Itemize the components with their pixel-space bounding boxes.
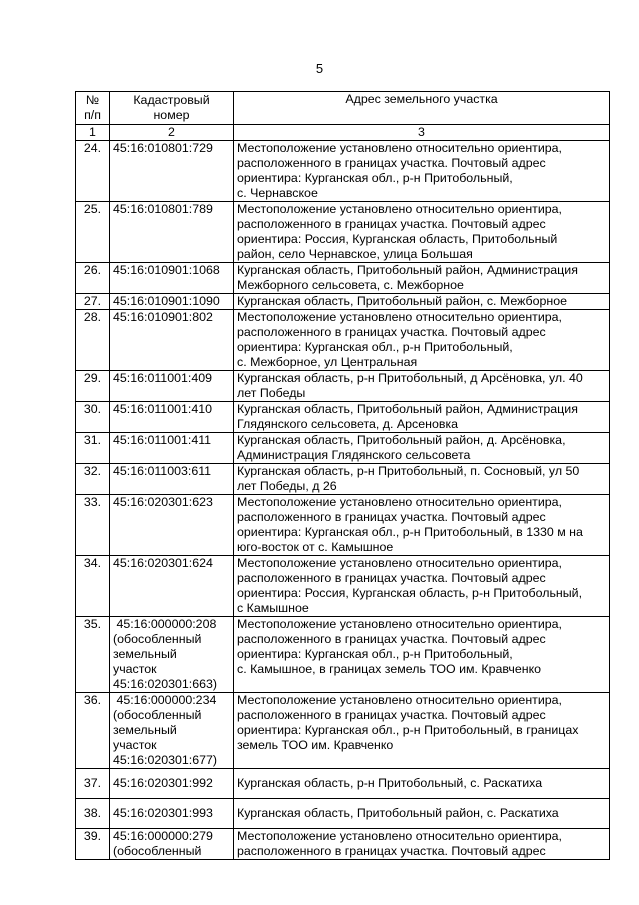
cadastral-number-line: участок <box>113 738 157 752</box>
cadastral-number <box>110 310 234 371</box>
plot-address <box>234 402 610 433</box>
cadastral-number-line: земельный <box>113 723 177 737</box>
plot-address-line: Курганская область, р-н Притобольный, д Арсёновка, ул. 40 <box>237 371 583 385</box>
cadastral-number-line: (обособленный <box>113 844 202 858</box>
plot-address <box>234 263 610 294</box>
page-number: 5 <box>315 61 324 76</box>
plot-address-line: ориентира: Россия, Курганская область, Притобольный <box>237 232 558 246</box>
column-index-row <box>76 125 610 141</box>
cadastral-number-line: (обособленный <box>113 708 202 722</box>
plot-address-line: с. Межборное, ул Центральная <box>237 355 418 369</box>
plot-address <box>234 371 610 402</box>
cadastral-number-line: 45:16:000000:234 <box>113 693 217 707</box>
cadastral-number <box>110 141 234 202</box>
plot-address-line: Местоположение установлено относительно ориентира, <box>237 495 562 509</box>
table-row <box>76 464 610 495</box>
table-row <box>76 617 610 693</box>
row-number: 39. <box>76 829 110 860</box>
cadastral-number <box>110 769 234 799</box>
plot-address <box>234 556 610 617</box>
land-plots-table <box>75 91 610 860</box>
plot-address-line: с. Чернавское <box>237 186 318 200</box>
plot-address-line: ориентира: Курганская обл., р-н Притобольный, <box>237 171 513 185</box>
plot-address-line: с Камышное <box>237 601 309 615</box>
plot-address-line: юго-восток от с. Камышное <box>237 540 394 554</box>
cadastral-number-line: 45:16:020301:992 <box>113 776 213 790</box>
cadastral-number <box>110 829 234 860</box>
plot-address <box>234 310 610 371</box>
table-row <box>76 799 610 829</box>
row-number: 35. <box>76 617 110 693</box>
plot-address <box>234 433 610 464</box>
cadastral-number-line: 45:16:000000:279 <box>113 829 213 843</box>
row-number: 38. <box>76 799 110 829</box>
plot-address-line: Курганская область, Притобольный район, с. Раскатиха <box>237 806 559 820</box>
cadastral-number-line: 45:16:010801:729 <box>113 141 213 155</box>
plot-address-line: земель ТОО им. Кравченко <box>237 738 394 752</box>
cadastral-number-line: 45:16:020301:623 <box>113 495 213 509</box>
row-number: 29. <box>76 371 110 402</box>
plot-address-line: расположенного в границах участка. Почтовый адрес <box>237 708 546 722</box>
row-number: 28. <box>76 310 110 371</box>
plot-address-line: расположенного в границах участка. Почтовый адрес <box>237 844 546 858</box>
column-index-2: 2 <box>110 125 234 141</box>
plot-address-line: Курганская область, Притобольный район, д. Арсёновка, <box>237 433 566 447</box>
table-row <box>76 294 610 310</box>
table-row <box>76 556 610 617</box>
cadastral-number <box>110 402 234 433</box>
header-address <box>234 92 610 125</box>
plot-address-line: Администрация Глядянского сельсовета <box>237 448 471 462</box>
cadastral-number-line: 45:16:000000:208 <box>113 617 217 631</box>
header-cadastral-line1: Кадастровый <box>133 93 210 107</box>
table-row <box>76 433 610 464</box>
cadastral-number <box>110 495 234 556</box>
cadastral-number-line: участок <box>113 662 157 676</box>
plot-address <box>234 617 610 693</box>
plot-address-line: расположенного в границах участка. Почтовый адрес <box>237 632 546 646</box>
table-row <box>76 402 610 433</box>
header-cadastral-number <box>110 92 234 125</box>
cadastral-number-line: 45:16:020301:677) <box>113 753 218 767</box>
cadastral-number-line: 45:16:011001:411 <box>113 433 212 447</box>
header-cadastral-line2: номер <box>153 108 190 122</box>
cadastral-number-line: 45:16:010901:1090 <box>113 294 220 308</box>
cadastral-number-line: 45:16:011003:611 <box>113 464 212 478</box>
cadastral-number <box>110 693 234 769</box>
row-number: 32. <box>76 464 110 495</box>
plot-address <box>234 202 610 263</box>
plot-address-line: лет Победы <box>237 386 306 400</box>
cadastral-number-line: 45:16:020301:663) <box>113 677 218 691</box>
header-number <box>76 92 110 125</box>
cadastral-number-line: (обособленный <box>113 632 202 646</box>
plot-address-line: Местоположение установлено относительно ориентира, <box>237 829 562 843</box>
cadastral-number <box>110 464 234 495</box>
table-body <box>76 141 610 860</box>
plot-address-line: Курганская область, р-н Притобольный, п. Сосновый, ул 50 <box>237 464 580 478</box>
plot-address-line: лет Победы, д 26 <box>237 479 337 493</box>
cadastral-number-line: 45:16:011001:410 <box>113 402 212 416</box>
plot-address-line: ориентира: Курганская обл., р-н Притобольный, в 1330 м на <box>237 525 583 539</box>
plot-address-line: ориентира: Курганская обл., р-н Притобольный, <box>237 647 513 661</box>
row-number: 25. <box>76 202 110 263</box>
plot-address-line: расположенного в границах участка. Почтовый адрес <box>237 325 546 339</box>
column-index-3: 3 <box>234 125 610 141</box>
cadastral-number-line: 45:16:010901:802 <box>113 310 213 324</box>
plot-address-line: ориентира: Курганская обл., р-н Притобольный, <box>237 340 513 354</box>
plot-address-line: Местоположение установлено относительно ориентира, <box>237 141 562 155</box>
cadastral-number <box>110 371 234 402</box>
row-number: 37. <box>76 769 110 799</box>
cadastral-number <box>110 202 234 263</box>
row-number: 24. <box>76 141 110 202</box>
row-number: 30. <box>76 402 110 433</box>
plot-address-line: Местоположение установлено относительно ориентира, <box>237 617 562 631</box>
row-number: 31. <box>76 433 110 464</box>
table-row <box>76 263 610 294</box>
table-row <box>76 371 610 402</box>
plot-address-line: Глядянского сельсовета, д. Арсеновка <box>237 417 459 431</box>
plot-address-line: с. Камышное, в границах земель ТОО им. Кравченко <box>237 662 542 676</box>
cadastral-number-line: 45:16:010901:1068 <box>113 263 220 277</box>
table-row <box>76 141 610 202</box>
plot-address <box>234 141 610 202</box>
plot-address <box>234 495 610 556</box>
table-row <box>76 693 610 769</box>
cadastral-number-line: 45:16:020301:624 <box>113 556 213 570</box>
plot-address <box>234 693 610 769</box>
plot-address <box>234 294 610 310</box>
cadastral-number <box>110 294 234 310</box>
plot-address-line: Местоположение установлено относительно ориентира, <box>237 310 562 324</box>
plot-address-line: Курганская область, Притобольный район, Администрация <box>237 263 578 277</box>
cadastral-number-line: 45:16:011001:409 <box>113 371 212 385</box>
cadastral-number <box>110 433 234 464</box>
cadastral-number <box>110 263 234 294</box>
header-number-line1: № <box>85 93 100 107</box>
row-number: 27. <box>76 294 110 310</box>
table-row <box>76 202 610 263</box>
plot-address-line: расположенного в границах участка. Почтовый адрес <box>237 217 546 231</box>
plot-address <box>234 799 610 829</box>
table-row <box>76 310 610 371</box>
row-number: 34. <box>76 556 110 617</box>
table-row <box>76 829 610 860</box>
cadastral-number-line: 45:16:010801:789 <box>113 202 213 216</box>
plot-address-line: Курганская область, Притобольный район, Администрация <box>237 402 578 416</box>
plot-address-line: ориентира: Курганская обл., р-н Притобольный, в границах <box>237 723 579 737</box>
table-row <box>76 769 610 799</box>
row-number: 33. <box>76 495 110 556</box>
plot-address-line: Местоположение установлено относительно ориентира, <box>237 693 562 707</box>
plot-address-line: расположенного в границах участка. Почтовый адрес <box>237 510 546 524</box>
plot-address-line: район, село Чернавское, улица Большая <box>237 247 473 261</box>
row-number: 36. <box>76 693 110 769</box>
column-index-1: 1 <box>76 125 110 141</box>
cadastral-number <box>110 556 234 617</box>
cadastral-number <box>110 799 234 829</box>
table-row <box>76 495 610 556</box>
cadastral-number <box>110 617 234 693</box>
plot-address-line: ориентира: Россия, Курганская область, р-н Притобольный, <box>237 586 583 600</box>
plot-address-line: расположенного в границах участка. Почтовый адрес <box>237 156 546 170</box>
cadastral-number-line: земельный <box>113 647 177 661</box>
plot-address-line: Местоположение установлено относительно ориентира, <box>237 202 562 216</box>
plot-address-line: Межборного сельсовета, с. Межборное <box>237 278 464 292</box>
plot-address-line: Местоположение установлено относительно ориентира, <box>237 556 562 570</box>
cadastral-number-line: 45:16:020301:993 <box>113 806 213 820</box>
plot-address-line: Курганская область, р-н Притобольный, с. Раскатиха <box>237 776 543 790</box>
plot-address <box>234 829 610 860</box>
header-number-line2: п/п <box>84 108 101 122</box>
row-number: 26. <box>76 263 110 294</box>
header-address-label: Адрес земельного участка <box>345 92 498 106</box>
plot-address <box>234 769 610 799</box>
plot-address-line: Курганская область, Притобольный район, с. Межборное <box>237 294 568 308</box>
plot-address <box>234 464 610 495</box>
plot-address-line: расположенного в границах участка. Почтовый адрес <box>237 571 546 585</box>
table-header-row <box>76 92 610 125</box>
